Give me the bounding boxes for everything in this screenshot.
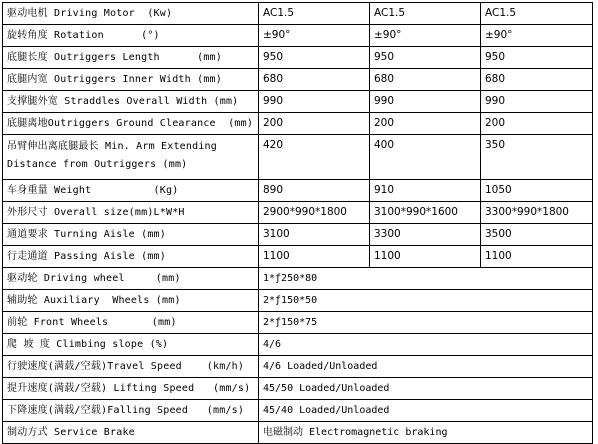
spec-row	[3, 334, 593, 356]
spec-value-cell: 1100	[481, 246, 593, 268]
spec-label-cell: 支撑腿外宽 Straddles Overall Width (mm)	[3, 91, 259, 113]
spec-label-cell: 外形尺寸 Overall size(mm)L*W*H	[3, 202, 259, 224]
spec-table-body	[3, 3, 593, 444]
spec-label-cell: 行走通道 Passing Aisle (mm)	[3, 246, 259, 268]
spec-value-cell: 950	[481, 47, 593, 69]
spec-merged-value-cell: 45/40 Loaded/Unloaded	[259, 400, 593, 422]
spec-value-cell: 1100	[259, 246, 370, 268]
spec-value-cell: 3300	[370, 224, 481, 246]
spec-label-cell: 底腿离地Outriggers Ground Clearance (mm)	[3, 113, 259, 135]
spec-label-cell: 驱动轮 Driving wheel (mm)	[3, 268, 259, 290]
spec-row	[3, 3, 593, 25]
spec-value-cell: 680	[481, 69, 593, 91]
spec-label-cell: 通道要求 Turning Aisle (mm)	[3, 224, 259, 246]
spec-value-cell: ±90°	[481, 25, 593, 47]
spec-value-cell: 3300*990*1800	[481, 202, 593, 224]
spec-value-cell: 990	[481, 91, 593, 113]
spec-label-cell: 吊臂伸出离底腿最长 Min. Arm Extending Distance from Outriggers (mm)	[3, 135, 259, 180]
spec-label-cell: 旋转角度 Rotation (°)	[3, 25, 259, 47]
spec-row	[3, 224, 593, 246]
spec-value-cell: 680	[370, 69, 481, 91]
spec-merged-value-cell: 2*ƒ150*50	[259, 290, 593, 312]
spec-label-cell: 驱动电机 Driving Motor (Kw)	[3, 3, 259, 25]
spec-label-cell: 前轮 Front Wheels (mm)	[3, 312, 259, 334]
spec-row	[3, 69, 593, 91]
spec-row	[3, 25, 593, 47]
spec-merged-value-cell: 1*ƒ250*80	[259, 268, 593, 290]
spec-label-cell: 底腿长度 Outriggers Length (mm)	[3, 47, 259, 69]
spec-row	[3, 268, 593, 290]
spec-table	[2, 2, 593, 444]
spec-merged-value-cell: 45/50 Loaded/Unloaded	[259, 378, 593, 400]
spec-label-cell: 车身重量 Weight (Kg)	[3, 180, 259, 202]
spec-value-cell: 910	[370, 180, 481, 202]
spec-value-cell: 400	[370, 135, 481, 180]
spec-value-cell: 950	[370, 47, 481, 69]
spec-row	[3, 378, 593, 400]
spec-row	[3, 246, 593, 268]
spec-merged-value-cell: 4/6 Loaded/Unloaded	[259, 356, 593, 378]
spec-value-cell: AC1.5	[481, 3, 593, 25]
spec-value-cell: 200	[481, 113, 593, 135]
spec-merged-value-cell: 电磁制动 Electromagnetic braking	[259, 422, 593, 444]
spec-merged-value-cell: 2*ƒ150*75	[259, 312, 593, 334]
spec-value-cell: 350	[481, 135, 593, 180]
spec-label-cell: 制动方式 Service Brake	[3, 422, 259, 444]
spec-label-cell: 底腿内宽 Outriggers Inner Width (mm)	[3, 69, 259, 91]
spec-row	[3, 202, 593, 224]
spec-row	[3, 312, 593, 334]
spec-value-cell: 3100	[259, 224, 370, 246]
spec-row	[3, 180, 593, 202]
spec-label-cell: 爬 坡 度 Climbing slope (%)	[3, 334, 259, 356]
spec-row	[3, 113, 593, 135]
spec-value-cell: ±90°	[370, 25, 481, 47]
spec-value-cell: 950	[259, 47, 370, 69]
spec-label-cell: 提升速度(满载/空载) Lifting Speed (mm/s)	[3, 378, 259, 400]
spec-row	[3, 135, 593, 180]
spec-row	[3, 400, 593, 422]
spec-value-cell: ±90°	[259, 25, 370, 47]
spec-value-cell: 3100*990*1600	[370, 202, 481, 224]
spec-label-cell: 辅助轮 Auxiliary Wheels (mm)	[3, 290, 259, 312]
spec-value-cell: 200	[259, 113, 370, 135]
spec-value-cell: 990	[259, 91, 370, 113]
spec-value-cell: 420	[259, 135, 370, 180]
spec-merged-value-cell: 4/6	[259, 334, 593, 356]
spec-value-cell: 990	[370, 91, 481, 113]
spec-row	[3, 47, 593, 69]
spec-row	[3, 422, 593, 444]
spec-value-cell: AC1.5	[370, 3, 481, 25]
spec-value-cell: 1050	[481, 180, 593, 202]
spec-value-cell: 1100	[370, 246, 481, 268]
spec-value-cell: 3500	[481, 224, 593, 246]
spec-row	[3, 356, 593, 378]
spec-value-cell: 2900*990*1800	[259, 202, 370, 224]
spec-value-cell: 200	[370, 113, 481, 135]
spec-value-cell: 890	[259, 180, 370, 202]
spec-row	[3, 290, 593, 312]
spec-label-cell: 行驶速度(满载/空载)Travel Speed (km/h)	[3, 356, 259, 378]
spec-value-cell: 680	[259, 69, 370, 91]
spec-value-cell: AC1.5	[259, 3, 370, 25]
spec-row	[3, 91, 593, 113]
spec-label-cell: 下降速度(满载/空载)Falling Speed (mm/s)	[3, 400, 259, 422]
